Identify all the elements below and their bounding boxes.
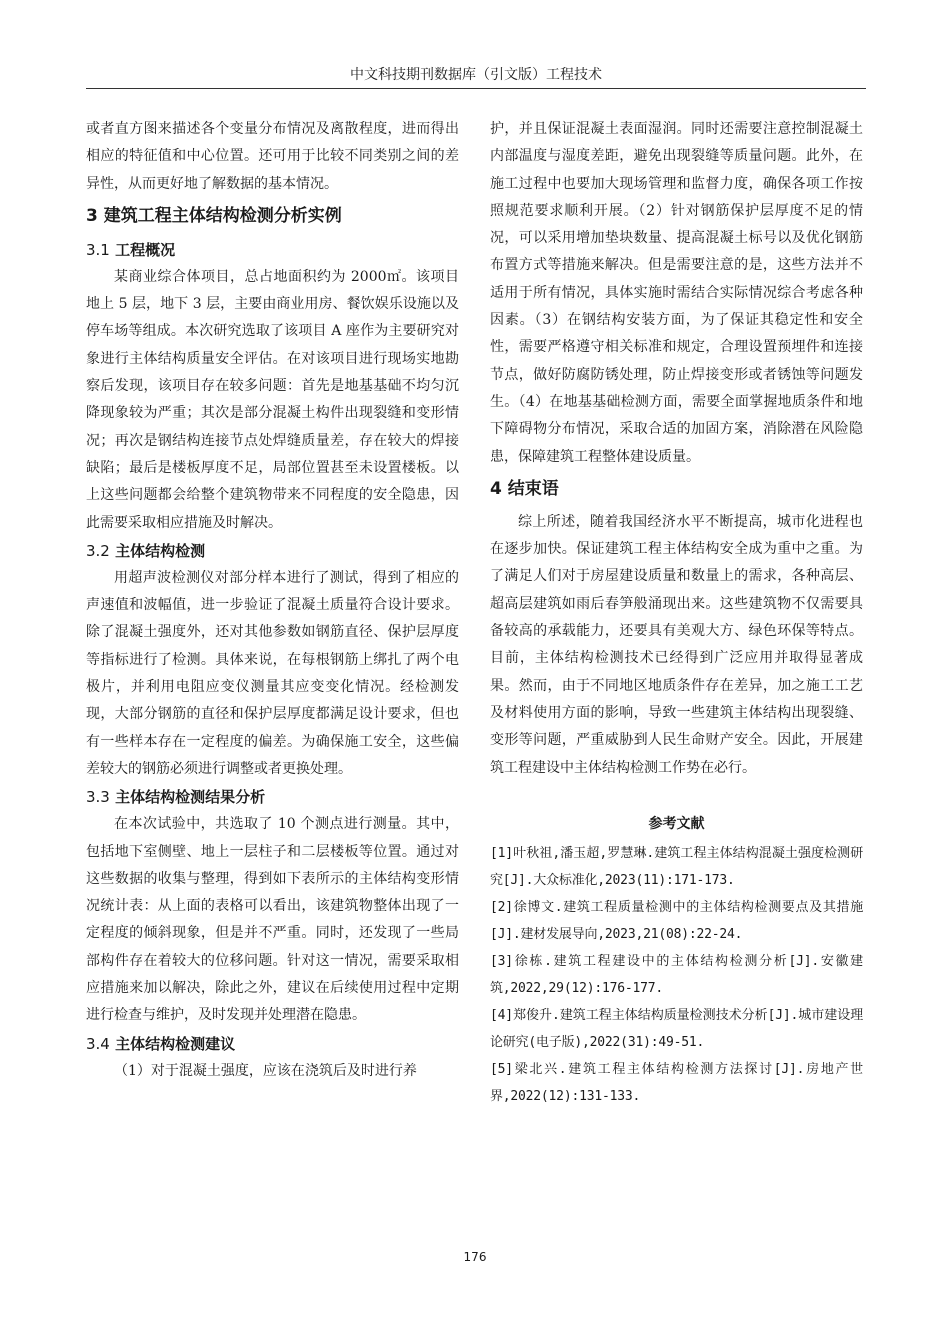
reference-item: [4]郑俊升.建筑工程主体结构质量检测技术分析[J].城市建设理论研究(电子版),2022(31):49-51. [490,1007,863,1050]
section-title: 主体结构检测 [115,541,206,560]
section-3-4-paragraph: （1）对于混凝土强度，应该在浇筑后及时进行养 [114,1062,417,1079]
section-number: 3.4 [86,1034,110,1053]
section-4-heading: 4 结束语 [490,478,559,499]
section-number: 3.3 [86,788,110,807]
section-3-2-heading [86,537,459,565]
reference-item: [5]梁北兴.建筑工程主体结构检测方法探讨[J].房地产世界,2022(12):131-133. [490,1061,863,1104]
section-3-4-paragraph-continued: 护，并且保证混凝土表面湿润。同时还需要注意控制混凝土内部温度与湿度差距，避免出现裂缝等质量问题。此外，在施工过程中也要加大现场管理和监督力度，确保各项工作按照规范要求顺利开展。（2）针对钢筋保护层厚度不足的情况，可以采用增加垫块数量、提高混凝土标号以及优化钢筋布置方式等措施来解决。但是需要注意的是，这些方法并不适用于所有情况，具体实施时需结合实际情况综合考虑各种因素。（3）在钢结构安装方面，为了保证其稳定性和安全性，需要严格遵守相关标准和规定，合理设置预埋件和连接节点，做好防腐防锈处理，防止焊接变形或者锈蚀等问题发生。（4）在地基基础检测方面，需要全面掌握地质条件和地下障碍物分布情况，采取合适的加固方案，消除潜在风险隐患，保障建筑工程整体建设质量。 [490,121,863,465]
section-3-1-heading [86,236,459,264]
left-column [86,116,459,1085]
section-number: 3.2 [86,541,110,560]
paragraph-continued: 或者直方图来描述各个变量分布情况及离散程度，进而得出相应的特征值和中心位置。还可用于比较不同类别之间的差异性，从而更好地了解数据的基本情况。 [86,121,459,192]
running-header: 中文科技期刊数据库（引文版）工程技术 [86,62,866,89]
section-3-4-heading [86,1030,459,1058]
section-title: 主体结构检测结果分析 [115,788,266,807]
section-title: 工程概况 [115,240,176,259]
section-3-3-paragraph: 在本次试验中，共选取了 10 个测点进行测量。其中，包括地下室侧壁、地上一层柱子和二层楼板等位置。通过对这些数据的收集与整理，得到如下表所示的主体结构变形情况统计表：从上面的表格可以看出，该建筑物整体出现了一定程度的倾斜现象，但是并不严重。同时，还发现了一些局部构件存在着较大的位移问题。针对这一情况，需要采取相应措施来加以解决，除此之外，建议在后续使用过程中定期进行检查与维护，及时发现并处理潜在隐患。 [86,816,459,1024]
section-3-3-heading [86,783,459,811]
section-3-heading: 3 建筑工程主体结构检测分析实例 [86,205,342,226]
reference-item: [2]徐博文.建筑工程质量检测中的主体结构检测要点及其措施[J].建材发展导向,2023,21(08):22-24. [490,899,863,942]
page-number: 176 [463,1250,487,1264]
reference-item: [3]徐栋.建筑工程建设中的主体结构检测分析[J].安徽建筑,2022,29(12):176-177. [490,953,863,996]
right-column [490,116,863,1110]
section-3-2-paragraph: 用超声波检测仪对部分样本进行了测试，得到了相应的声速值和波幅值，进一步验证了混凝土质量符合设计要求。除了混凝土强度外，还对其他参数如钢筋直径、保护层厚度等指标进行了检测。具体来说，在每根钢筋上绑扎了两个电极片，并利用电阻应变仪测量其应变变化情况。经检测发现，大部分钢筋的直径和保护层厚度都满足设计要求，但也有一些样本存在一定程度的偏差。为确保施工安全，这些偏差较大的钢筋必须进行调整或者更换处理。 [86,569,459,777]
section-title: 主体结构检测建议 [115,1034,236,1053]
reference-item: [1]叶秋祖,潘玉超,罗慧琳.建筑工程主体结构混凝土强度检测研究[J].大众标准化,2023(11):171-173. [490,845,863,888]
references-heading: 参考文献 [648,815,705,832]
conclusion-paragraph: 综上所述，随着我国经济水平不断提高，城市化进程也在逐步加快。保证建筑工程主体结构安全成为重中之重。为了满足人们对于房屋建设质量和数量上的需求，各种高层、超高层建筑如雨后春笋般涌现出来。这些建筑物不仅需要具备较高的承载能力，还要具有美观大方、绿色环保等特点。目前，主体结构检测技术已经得到广泛应用并取得显著成果。然而，由于不同地区地质条件存在差异，加之施工工艺及材料使用方面的影响，导致一些建筑主体结构出现裂缝、变形等问题，严重威胁到人民生命财产安全。因此，开展建筑工程建设中主体结构检测工作势在必行。 [490,513,863,776]
section-3-1-paragraph: 某商业综合体项目，总占地面积约为 2000㎡。该项目地上 5 层，地下 3 层，主要由商业用房、餐饮娱乐设施以及停车场等组成。本次研究选取了该项目 A 座作为主要研究对象进行主体结构质量安全评估。在对该项目进行现场实地勘察后发现，该项目存在较多问题：首先是地基基础不均匀沉降现象较为严重；其次是部分混凝土构件出现裂缝和变形情况；再次是钢结构连接节点处焊缝质量差，存在较大的焊接缺陷；最后是楼板厚度不足，局部位置甚至未设置楼板。以上这些问题都会给整个建筑物带来不同程度的安全隐患，因此需要采取相应措施及时解决。 [86,268,459,531]
section-number: 3.1 [86,240,110,259]
